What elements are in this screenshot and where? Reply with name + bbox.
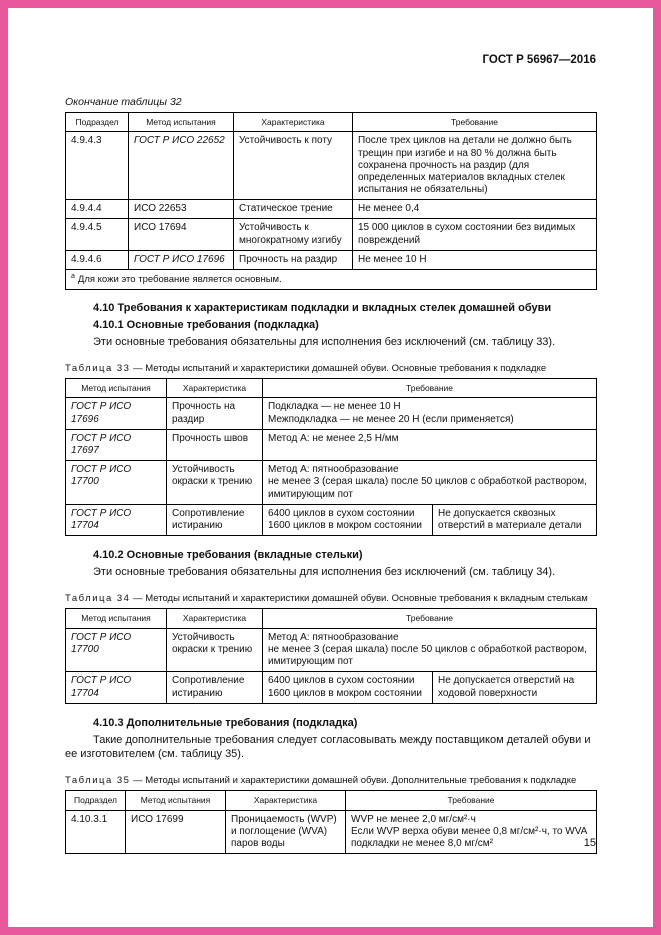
cell-characteristic: Сопротивление истиранию [167, 504, 263, 535]
section-4-10-1-body: Эти основные требования обязательны для исполнения без исключений (см. таблицу 33). [93, 335, 556, 348]
cell-requirement-left [263, 504, 433, 535]
table-32 [65, 112, 597, 290]
doc-header: ГОСТ Р 56967—2016 [482, 54, 596, 66]
table-row [66, 810, 597, 854]
col-header-subsection: Подраздел [66, 791, 126, 810]
table34-caption [65, 593, 596, 604]
table-row [66, 504, 597, 535]
requirement-line: не менее 3 (серая шкала) после 50 циклов с обработкой раствором, имитирующим пот [268, 476, 587, 500]
cell-method: ГОСТ Р ИСО 17696 [66, 398, 167, 429]
requirement-line: Если WVP верха обуви менее 0,8 мг/см²·ч, то WVA подкладки не менее 8,0 мг/см² [351, 825, 587, 850]
cell-requirement-right: Не допускается отверстий на ходовой поверхности [433, 672, 597, 703]
cell-characteristic: Устойчивость к поту [234, 132, 353, 200]
col-header-requirement: Требование [346, 791, 597, 810]
col-header-characteristic: Характеристика [167, 609, 263, 628]
table-header-row [66, 609, 597, 628]
cell-method: ГОСТ Р ИСО 17700 [66, 628, 167, 672]
cell-requirement: 15 000 циклов в сухом состоянии без видимых повреждений [353, 219, 597, 250]
table-row [66, 200, 597, 219]
table34-caption-text: — Методы испытаний и характеристики домашней обуви. Основные требования к вкладным стелькам [133, 593, 588, 605]
requirement-line: не менее 3 (серая шкала) после 50 циклов с обработкой раствором, имитирующим пот [268, 643, 587, 668]
table35-caption-label: Таблица 35 [65, 775, 131, 787]
table-row [66, 672, 597, 703]
cell-requirement [346, 810, 597, 854]
requirement-line: 1600 циклов в мокром состоянии [268, 687, 422, 699]
table-34 [65, 608, 597, 703]
col-header-method: Метод испытания [126, 791, 226, 810]
cell-characteristic: Устойчивость окраски к трению [167, 628, 263, 672]
col-header-requirement: Требование [353, 113, 597, 132]
cell-method: ГОСТ Р ИСО 17704 [66, 672, 167, 703]
cell-requirement: После трех циклов на детали не должно быть трещин при изгибе и на 80 % должна быть сохранена прочность на раздир (для определенных материалов вкладных стелек испытания не обязательны) [353, 132, 597, 200]
cell-requirement: Не менее 10 Н [353, 250, 597, 269]
cell-method: ГОСТ Р ИСО 22652 [129, 132, 234, 200]
cell-requirement [263, 461, 597, 505]
table-row [66, 429, 597, 460]
col-header-subsection: Подраздел [66, 113, 129, 132]
cell-subsection: 4.9.4.6 [66, 250, 129, 269]
requirement-line: Межподкладка — не менее 20 Н (если применяется) [268, 413, 514, 425]
cell-subsection: 4.9.4.5 [66, 219, 129, 250]
table-33 [65, 378, 597, 536]
col-header-method: Метод испытания [66, 609, 167, 628]
col-header-method: Метод испытания [66, 379, 167, 398]
col-header-characteristic: Характеристика [234, 113, 353, 132]
requirement-line: 1600 циклов в мокром состоянии [268, 519, 422, 531]
section-4-10-2-title: 4.10.2 Основные требования (вкладные стельки) [93, 549, 363, 562]
table-row [66, 250, 597, 269]
cell-requirement-right: Не допускается сквозных отверстий в материале детали [433, 504, 597, 535]
section-4-10-2-body: Эти основные требования обязательны для исполнения без исключений (см. таблицу 34). [93, 566, 556, 579]
requirement-line: Метод А: пятнообразование [268, 464, 399, 476]
col-header-characteristic: Характеристика [226, 791, 346, 810]
cell-characteristic: Устойчивость окраски к трению [167, 461, 263, 505]
cell-method: ГОСТ Р ИСО 17704 [66, 504, 167, 535]
table-footnote [66, 270, 597, 290]
table-row [66, 398, 597, 429]
cell-method: ГОСТ Р ИСО 17696 [129, 250, 234, 269]
cell-characteristic: Сопротивление истиранию [167, 672, 263, 703]
col-header-requirement: Требование [263, 609, 597, 628]
cell-requirement [263, 398, 597, 429]
table32-continuation-caption: Окончание таблицы 32 [65, 96, 182, 108]
section-4-10-title: 4.10 Требования к характеристикам подкладки и вкладных стелек домашней обуви [93, 301, 552, 314]
cell-characteristic: Статическое трение [234, 200, 353, 219]
table34-caption-label: Таблица 34 [65, 593, 131, 605]
requirement-line: 6400 циклов в сухом состоянии [268, 675, 415, 687]
table33-caption-text: — Методы испытаний и характеристики домашней обуви. Основные требования к подкладке [133, 363, 547, 375]
col-header-characteristic: Характеристика [167, 379, 263, 398]
cell-method: ИСО 17699 [126, 810, 226, 854]
cell-characteristic: Прочность на раздир [234, 250, 353, 269]
page-number: 15 [583, 837, 596, 849]
requirement-line: WVP не менее 2,0 мг/см²·ч [351, 813, 476, 825]
footnote-marker: а [71, 273, 75, 281]
cell-subsection: 4.10.3.1 [66, 810, 126, 854]
cell-method: ИСО 17694 [129, 219, 234, 250]
section-4-10-1-title: 4.10.1 Основные требования (подкладка) [93, 318, 319, 331]
cell-method: ГОСТ Р ИСО 17697 [66, 429, 167, 460]
cell-method: ГОСТ Р ИСО 17700 [66, 461, 167, 505]
table33-caption [65, 363, 596, 374]
cell-characteristic: Прочность на раздир [167, 398, 263, 429]
cell-requirement [263, 628, 597, 672]
document-page [8, 8, 653, 927]
table35-caption [65, 775, 596, 786]
col-header-method: Метод испытания [129, 113, 234, 132]
requirement-line: 6400 циклов в сухом состоянии [268, 507, 415, 519]
cell-subsection: 4.9.4.4 [66, 200, 129, 219]
page-content [8, 8, 653, 854]
cell-subsection: 4.9.4.3 [66, 132, 129, 200]
cell-method: ИСО 22653 [129, 200, 234, 219]
table35-caption-text: — Методы испытаний и характеристики домашней обуви. Дополнительные требования к подкладке [133, 775, 577, 787]
table-row [66, 461, 597, 505]
col-header-requirement: Требование [263, 379, 597, 398]
section-4-10-3-title: 4.10.3 Дополнительные требования (подкладка) [93, 716, 358, 729]
requirement-line: Метод А: пятнообразование [268, 631, 399, 643]
cell-characteristic: Проницаемость (WVP) и поглощение (WVA) паров воды [226, 810, 346, 854]
cell-requirement: Метод А: не менее 2,5 Н/мм [263, 429, 597, 460]
cell-characteristic: Прочность швов [167, 429, 263, 460]
cell-requirement-left [263, 672, 433, 703]
requirement-line: Подкладка — не менее 10 Н [268, 401, 401, 413]
table-header-row [66, 379, 597, 398]
table-row [66, 628, 597, 672]
table-35 [65, 790, 597, 854]
table-row [66, 219, 597, 250]
section-4-10-3-body: Такие дополнительные требования следует согласовывать между поставщиком деталей обуви и ее изготовителем (см. таблицу 35). [65, 733, 591, 761]
table-header-row [66, 791, 597, 810]
footnote-text: Для кожи это требование является основным. [77, 274, 282, 286]
cell-requirement: Не менее 0,4 [353, 200, 597, 219]
cell-characteristic: Устойчивость к многократному изгибу [234, 219, 353, 250]
table-header-row [66, 113, 597, 132]
table-footnote-row [66, 270, 597, 290]
table33-caption-label: Таблица 33 [65, 363, 131, 375]
table-row [66, 132, 597, 200]
